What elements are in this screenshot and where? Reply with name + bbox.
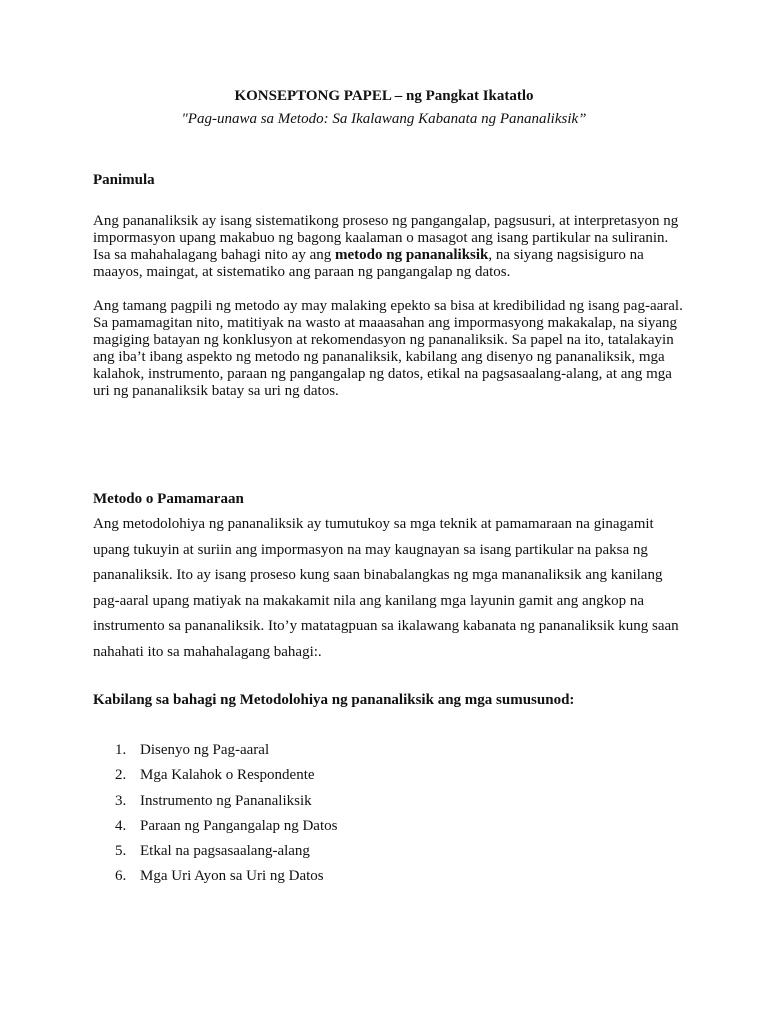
list-item-text: Disenyo ng Pag-aaral [140,742,270,758]
document-subtitle: "Pag-unawa sa Metodo: Sa Ikalawang Kabanata ng Pananaliksik” [181,111,587,127]
metodo-paragraph: Ang metodolohiya ng pananaliksik ay tumutukoy sa mga teknik at pamamaraan na ginagamit upang tukuyin at suriin ang impormasyon na may kaugnayan sa isang partikular na paksa ng pananaliksik. Ito ay isang proseso kung saan binabalangkas ng mga mananaliksik ang kanilang pag-aaral upang matiyak na makakamit nila ang kanilang mga layunin gamit ang angkop na instrumento sa pananaliksik. Ito’y matatagpuan sa ikalawang kabanata ng pananaliksik kung saan nahahati ito sa mahahalagang bahagi:. [93,516,679,660]
panimula-p1-bold: metodo ng pananaliksik [335,247,489,263]
list-item [93,818,337,843]
list-number: 6. [115,868,127,885]
list-item [93,793,337,818]
list-item [93,767,337,792]
list-number: 5. [115,843,127,860]
list-item-text: Mga Uri Ayon sa Uri ng Datos [140,868,324,885]
list-item-text: Instrumento ng Pananaliksik [140,792,312,809]
list-item-text: Etkal na pagsasaalang-alang [140,843,310,860]
list-item [93,843,337,868]
heading-metodo: Metodo o Pamamaraan [93,491,244,507]
panimula-paragraph-2: Ang tamang pagpili ng metodo ay may malaking epekto sa bisa at kredibilidad ng isang pag-aaral. Sa pamamagitan nito, matitiyak na wasto at maaasahan ang impormasyong makakalap, na siyang magiging batayan ng konklusyon at rekomendasyon ng pananaliksik. Sa papel na ito, tatalakayin ang iba’t ibang aspekto ng metodo ng pananaliksik, kabilang ang disenyo ng pananaliksik, mga kalahok, instrumento, paraan ng pangangalap ng datos, etikal na pagsasaalang-alang, at ang mga uri ng pananaliksik batay sa uri ng datos. [93,298,683,399]
list-item [93,742,337,767]
list-item [93,868,337,893]
list-number: 4. [115,817,127,834]
list-item-text: Mga Kalahok o Respondente [140,767,315,784]
methodology-parts-list [93,742,337,894]
document-title: KONSEPTONG PAPEL – ng Pangkat Ikatatlo [234,88,534,104]
panimula-paragraph-1 [93,213,683,281]
list-item-text: Paraan ng Pangangalap ng Datos [140,817,338,834]
list-number: 1. [115,742,127,758]
heading-kabilang: Kabilang sa bahagi ng Metodolohiya ng pananaliksik ang mga sumusunod: [93,692,575,708]
panimula-p1-text-a: Ang pananaliksik ay isang sistematikong proseso ng pangangalap, pagsusuri, at interpretasyon ng impormasyon upang makabuo ng bagong kaalaman o masagot ang isang partikular na suliranin. Isa sa mahahalagang bahagi nito ay ang [93,213,679,263]
panimula-p1-text-b: , na siyang nagsisiguro na maayos, maingat, at sistematiko ang paraan ng pangangalap ng datos. [93,247,644,280]
heading-panimula: Panimula [93,172,155,188]
list-number: 2. [115,767,127,784]
list-number: 3. [115,792,127,809]
